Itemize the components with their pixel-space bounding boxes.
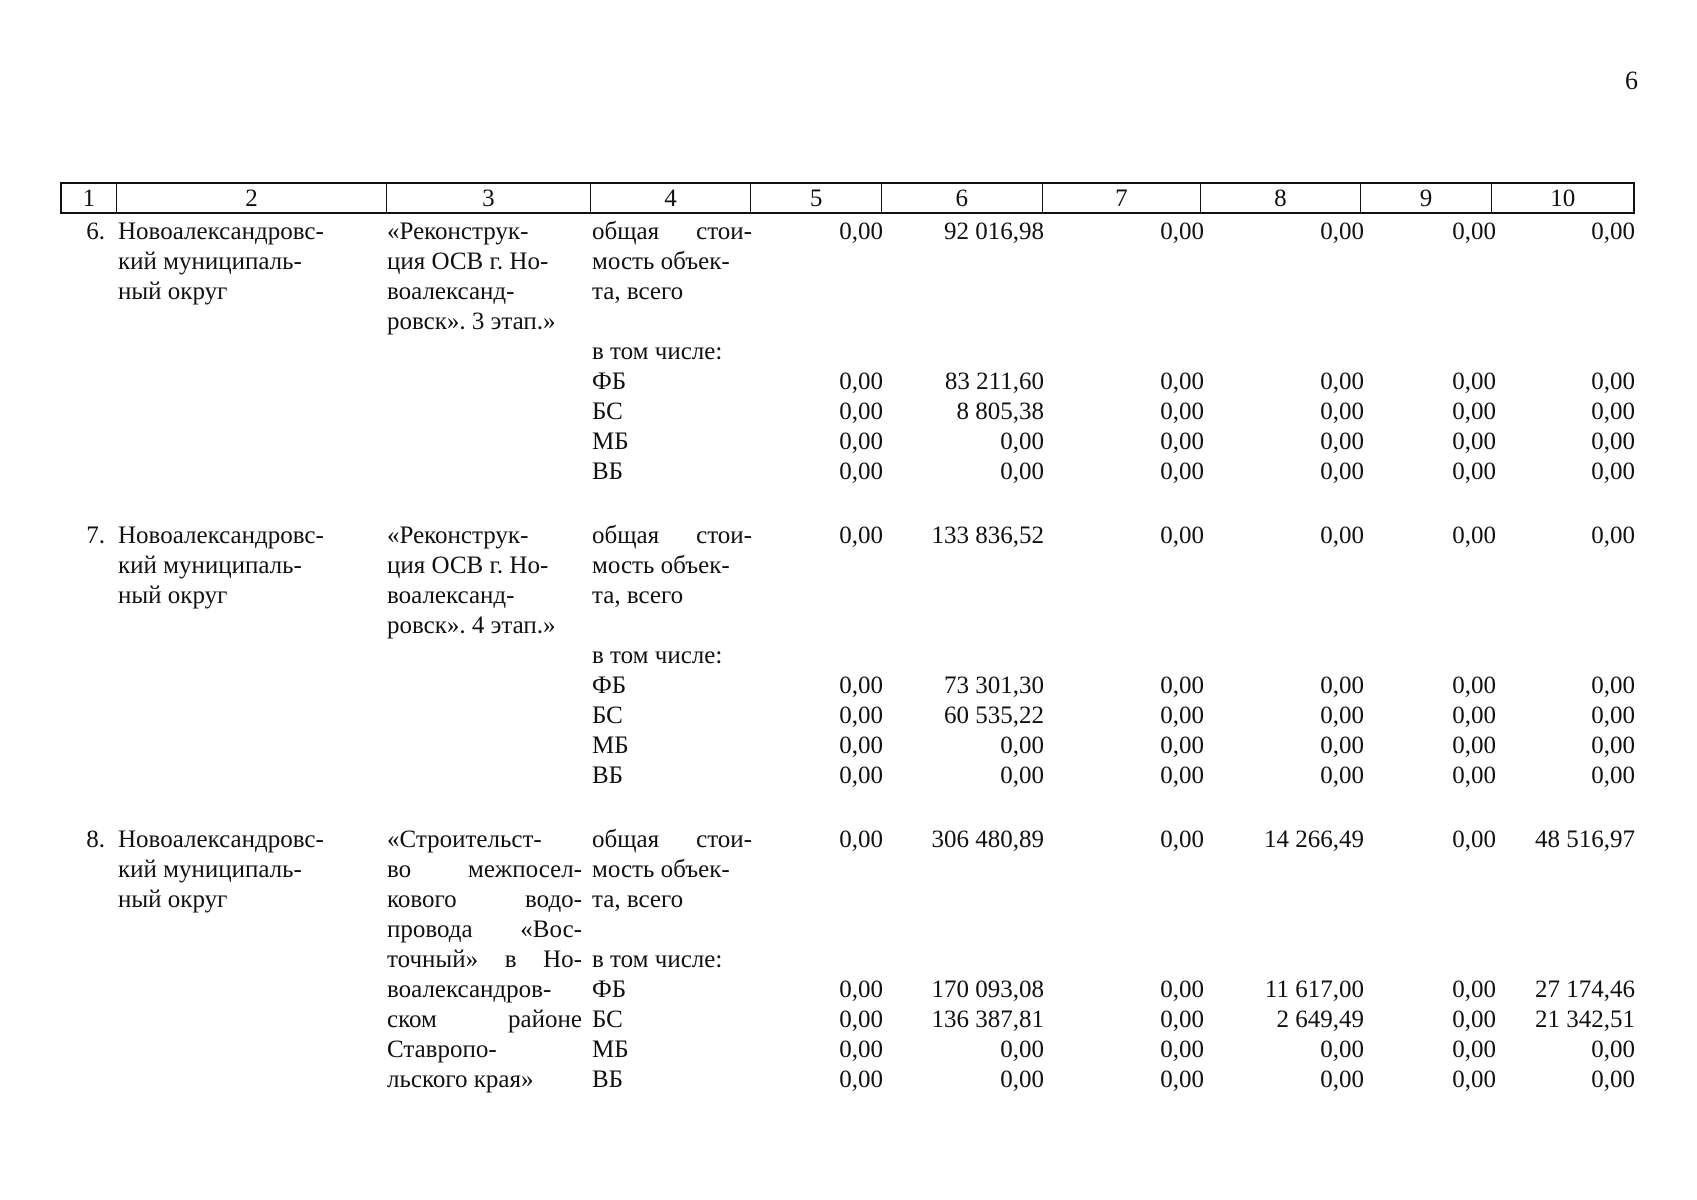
funding-value: 0,00: [1591, 458, 1635, 485]
funding-value: 0,00: [839, 1066, 883, 1093]
funding-value: 0,00: [839, 976, 883, 1003]
funding-value: 27 174,46: [1535, 976, 1635, 1003]
funding-source-label: МБ: [592, 1036, 629, 1063]
total-label-line: общая стои-: [592, 826, 752, 853]
funding-value: 136 387,81: [931, 1006, 1044, 1033]
total-label-line: та, всего: [592, 582, 684, 609]
municipality-line: ный округ: [118, 278, 228, 305]
funding-value: 0,00: [1452, 1006, 1496, 1033]
funding-value: 0,00: [1591, 428, 1635, 455]
funding-value: 0,00: [1452, 1036, 1496, 1063]
funding-value: 0,00: [1160, 672, 1204, 699]
funding-value: 83 211,60: [944, 368, 1044, 395]
funding-value: 0,00: [1591, 1066, 1635, 1093]
funding-source-label: ФБ: [592, 672, 627, 699]
funding-value: 0,00: [1320, 428, 1364, 455]
funding-value: 0,00: [839, 368, 883, 395]
header-cell-6: 6: [882, 184, 1043, 212]
funding-value: 0,00: [1591, 702, 1635, 729]
funding-value: 0,00: [1000, 762, 1044, 789]
object-line: ровск». 3 этап.»: [387, 308, 556, 335]
total-label-line: общая стои-: [592, 218, 752, 245]
object-line: ском районе: [387, 1006, 582, 1033]
funding-source-label: БС: [592, 398, 623, 425]
funding-value: 0,00: [1452, 732, 1496, 759]
funding-value: 8 805,38: [956, 398, 1044, 425]
total-value: 0,00: [1591, 522, 1635, 549]
funding-value: 0,00: [1452, 368, 1496, 395]
total-label-line: общая стои-: [592, 522, 752, 549]
municipality-line: Новоалександровс-: [118, 826, 324, 853]
funding-value: 0,00: [1591, 398, 1635, 425]
total-value: 48 516,97: [1535, 826, 1635, 853]
funding-value: 0,00: [1160, 428, 1204, 455]
funding-source-label: БС: [592, 1006, 623, 1033]
object-line: льского края»: [387, 1066, 534, 1093]
header-cell-7: 7: [1043, 184, 1202, 212]
funding-source-label: ВБ: [592, 762, 624, 789]
funding-value: 0,00: [839, 672, 883, 699]
funding-value: 0,00: [1591, 368, 1635, 395]
object-line: воалександ-: [387, 278, 515, 305]
funding-value: 0,00: [1452, 762, 1496, 789]
municipality-line: кий муниципаль-: [118, 552, 302, 579]
funding-value: 0,00: [1000, 458, 1044, 485]
total-value: 0,00: [1452, 218, 1496, 245]
header-cell-3: 3: [387, 184, 590, 212]
funding-value: 0,00: [1320, 672, 1364, 699]
funding-value: 0,00: [1000, 1066, 1044, 1093]
municipality-line: ный округ: [118, 886, 228, 913]
funding-value: 0,00: [1320, 762, 1364, 789]
funding-value: 0,00: [1452, 672, 1496, 699]
funding-source-label: ФБ: [592, 368, 627, 395]
object-line: точный» в Но-: [387, 946, 582, 973]
funding-value: 0,00: [839, 1036, 883, 1063]
total-value: 0,00: [1320, 522, 1364, 549]
total-label-line: мость объек-: [592, 856, 730, 883]
funding-value: 0,00: [1591, 762, 1635, 789]
funding-value: 0,00: [1160, 732, 1204, 759]
funding-value: 0,00: [839, 762, 883, 789]
total-label-line: мость объек-: [592, 248, 730, 275]
header-cell-4: 4: [591, 184, 752, 212]
total-value: 0,00: [1320, 218, 1364, 245]
funding-source-label: ФБ: [592, 976, 627, 1003]
total-label-line: та, всего: [592, 886, 684, 913]
object-line: Ставропо-: [387, 1036, 497, 1063]
including-label: в том числе:: [592, 642, 723, 669]
funding-value: 0,00: [1591, 732, 1635, 759]
funding-value: 0,00: [1452, 976, 1496, 1003]
funding-value: 0,00: [1320, 1066, 1364, 1093]
total-value: 0,00: [839, 218, 883, 245]
funding-value: 0,00: [1452, 428, 1496, 455]
funding-value: 0,00: [1591, 672, 1635, 699]
total-value: 0,00: [1160, 522, 1204, 549]
total-value: 0,00: [1452, 826, 1496, 853]
funding-value: 0,00: [1160, 368, 1204, 395]
municipality-line: ный округ: [118, 582, 228, 609]
total-value: 0,00: [1591, 218, 1635, 245]
total-value: 133 836,52: [931, 522, 1044, 549]
object-line: кового водо-: [387, 886, 582, 913]
municipality-line: Новоалександровс-: [118, 218, 324, 245]
funding-value: 0,00: [1000, 428, 1044, 455]
total-value: 0,00: [1160, 826, 1204, 853]
header-cell-2: 2: [117, 184, 387, 212]
funding-value: 0,00: [839, 458, 883, 485]
funding-value: 170 093,08: [931, 976, 1044, 1003]
funding-value: 0,00: [1160, 1006, 1204, 1033]
funding-value: 0,00: [1160, 398, 1204, 425]
header-cell-5: 5: [751, 184, 882, 212]
object-line: ция ОСВ г. Но-: [387, 552, 549, 579]
header-cell-1: 1: [62, 184, 117, 212]
municipality-line: кий муниципаль-: [118, 248, 302, 275]
total-value: 306 480,89: [931, 826, 1044, 853]
funding-value: 2 649,49: [1276, 1006, 1364, 1033]
page-number: 6: [1625, 66, 1638, 95]
funding-value: 0,00: [1000, 1036, 1044, 1063]
funding-value: 0,00: [1320, 398, 1364, 425]
header-cell-10: 10: [1550, 185, 1576, 212]
funding-value: 0,00: [1320, 458, 1364, 485]
total-value: 0,00: [1160, 218, 1204, 245]
funding-value: 0,00: [1160, 976, 1204, 1003]
object-line: ция ОСВ г. Но-: [387, 248, 549, 275]
funding-value: 0,00: [1320, 1036, 1364, 1063]
funding-value: 0,00: [1452, 702, 1496, 729]
funding-source-label: ВБ: [592, 458, 624, 485]
funding-source-label: ВБ: [592, 1066, 624, 1093]
row-number: 6.: [86, 218, 105, 245]
funding-value: 0,00: [1320, 732, 1364, 759]
funding-value: 0,00: [1452, 458, 1496, 485]
object-line: воалександров-: [387, 976, 552, 1003]
funding-value: 0,00: [839, 732, 883, 759]
funding-value: 0,00: [1160, 1066, 1204, 1093]
object-line: «Строительст-: [387, 826, 542, 853]
object-line: ровск». 4 этап.»: [387, 612, 556, 639]
funding-value: 0,00: [1160, 702, 1204, 729]
funding-value: 0,00: [839, 1006, 883, 1033]
object-line: воалександ-: [387, 582, 515, 609]
funding-value: 0,00: [839, 398, 883, 425]
including-label: в том числе:: [592, 338, 723, 365]
funding-value: 60 535,22: [944, 702, 1044, 729]
funding-value: 0,00: [1320, 368, 1364, 395]
funding-value: 11 617,00: [1264, 976, 1364, 1003]
funding-source-label: БС: [592, 702, 623, 729]
funding-value: 0,00: [1452, 398, 1496, 425]
total-value: 92 016,98: [944, 218, 1044, 245]
object-line: «Реконструк-: [387, 218, 529, 245]
table-header-row: [60, 182, 1635, 214]
funding-value: 0,00: [1160, 762, 1204, 789]
total-label-line: та, всего: [592, 278, 684, 305]
total-value: 14 266,49: [1264, 826, 1364, 853]
funding-value: 0,00: [839, 428, 883, 455]
total-label-line: мость объек-: [592, 552, 730, 579]
funding-value: 0,00: [839, 702, 883, 729]
total-value: 0,00: [839, 826, 883, 853]
funding-source-label: МБ: [592, 428, 629, 455]
funding-value: 0,00: [1320, 702, 1364, 729]
municipality-line: Новоалександровс-: [118, 522, 324, 549]
header-cell-9: 9: [1361, 184, 1493, 212]
row-number: 7.: [86, 522, 105, 549]
total-value: 0,00: [839, 522, 883, 549]
funding-value: 0,00: [1000, 732, 1044, 759]
including-label: в том числе:: [592, 946, 723, 973]
funding-value: 0,00: [1591, 1036, 1635, 1063]
total-value: 0,00: [1452, 522, 1496, 549]
funding-value: 0,00: [1452, 1066, 1496, 1093]
funding-value: 0,00: [1160, 458, 1204, 485]
header-cell-8: 8: [1201, 184, 1361, 212]
object-line: провода «Вос-: [387, 916, 582, 943]
municipality-line: кий муниципаль-: [118, 856, 302, 883]
funding-value: 0,00: [1160, 1036, 1204, 1063]
funding-source-label: МБ: [592, 732, 629, 759]
object-line: во межпосел-: [387, 856, 582, 883]
row-number: 8.: [86, 826, 105, 853]
funding-value: 73 301,30: [944, 672, 1044, 699]
object-line: «Реконструк-: [387, 522, 529, 549]
funding-value: 21 342,51: [1535, 1006, 1635, 1033]
